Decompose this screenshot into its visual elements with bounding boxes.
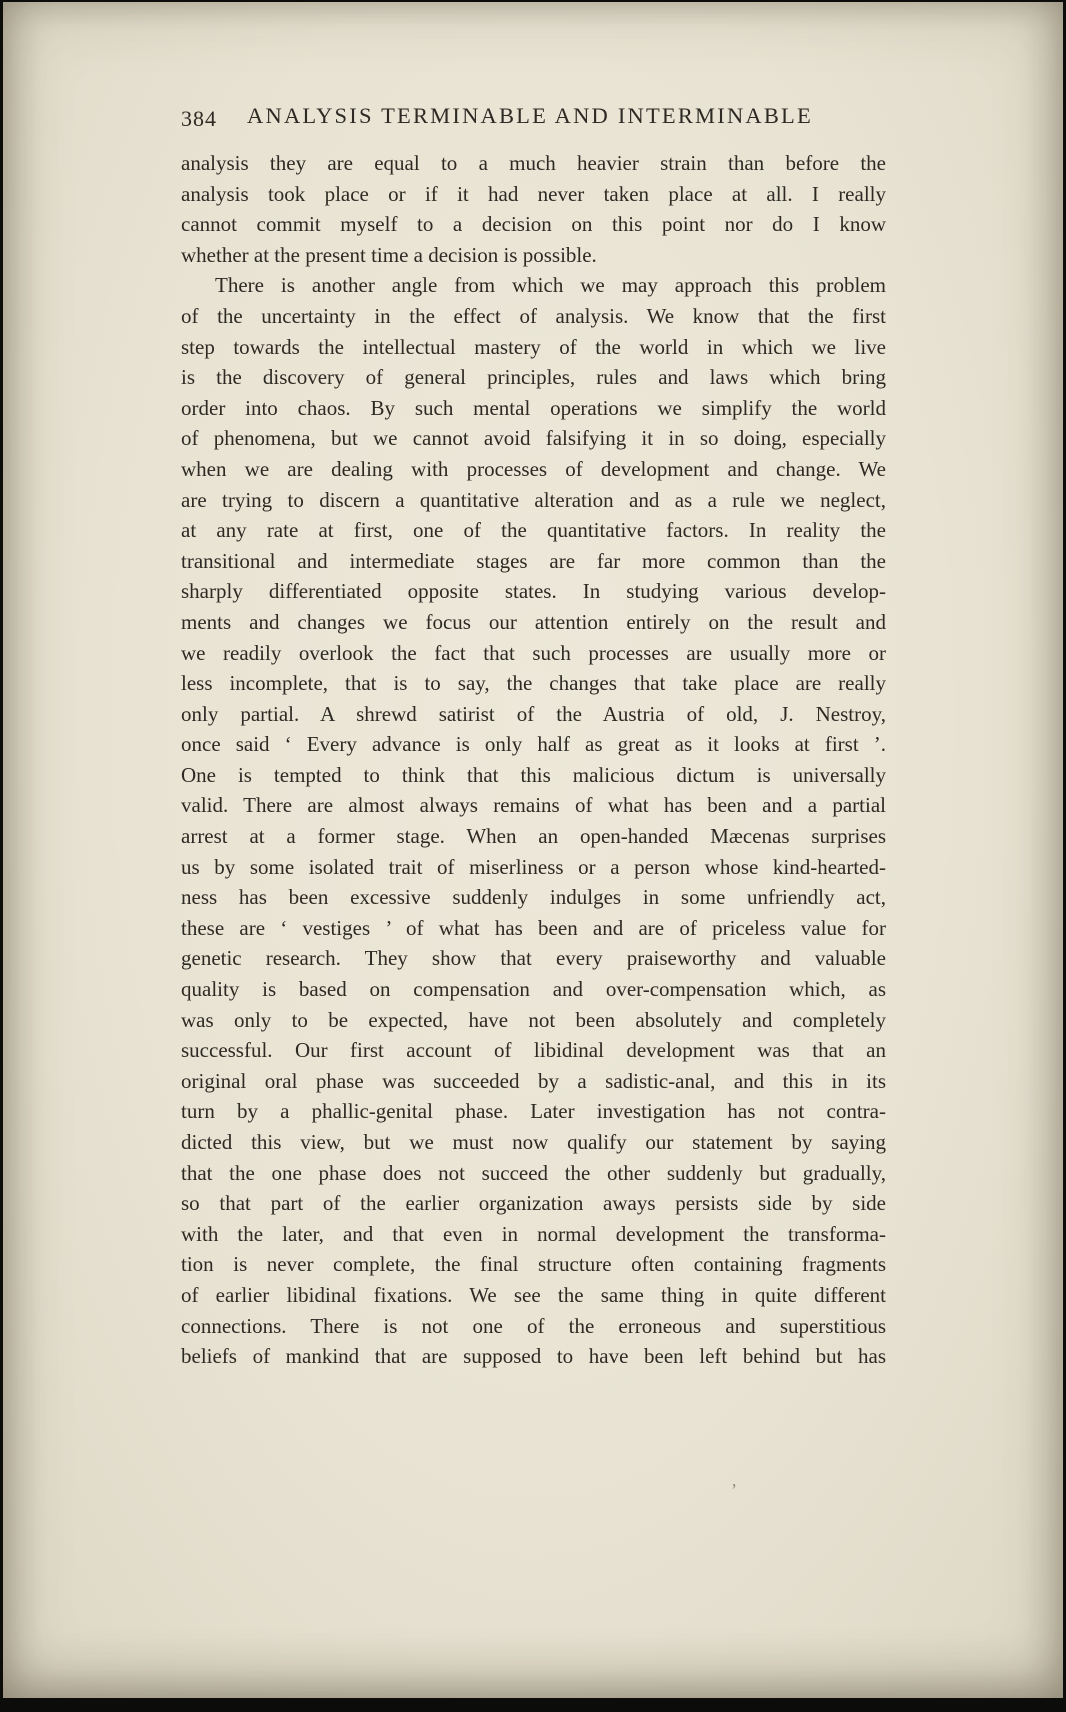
text-line: analysis they are equal to a much heavier strain than before the bbox=[181, 151, 886, 175]
text-line: beliefs of mankind that are supposed to have been left behind but has bbox=[181, 1344, 886, 1369]
book-page bbox=[3, 2, 1063, 1698]
text-line: turn by a phallic-genital phase. Later investigation has not contra- bbox=[181, 1099, 886, 1124]
text-line: original oral phase was succeeded by a sadistic-anal, and this in its bbox=[181, 1068, 886, 1093]
text-line: of phenomena, but we cannot avoid falsifying it in so doing, especially bbox=[181, 426, 886, 451]
text-line: of the uncertainty in the effect of analysis. We know that the first bbox=[181, 303, 886, 328]
text-line: once said ‘ Every advance is only half as great as it looks at first ’. bbox=[181, 732, 886, 757]
text-line: quality is based on compensation and over-compensation which, as bbox=[181, 977, 886, 1002]
paragraph bbox=[181, 270, 886, 1371]
text-line: ness has been excessive suddenly indulges in some unfriendly act, bbox=[181, 885, 886, 910]
paragraph bbox=[181, 148, 886, 270]
text-line: with the later, and that even in normal development the transforma- bbox=[181, 1221, 886, 1246]
text-line: cannot commit myself to a decision on this point nor do I know bbox=[181, 212, 886, 237]
text-line: ments and changes we focus our attention entirely on the result and bbox=[181, 609, 886, 634]
text-line: One is tempted to think that this malicious dictum is universally bbox=[181, 762, 886, 787]
scan-artifact: ’ bbox=[731, 1480, 737, 1500]
text-line: successful. Our first account of libidinal development was that an bbox=[181, 1038, 886, 1063]
text-line: sharply differentiated opposite states. In studying various develop- bbox=[181, 579, 886, 604]
text-line: genetic research. They show that every praiseworthy and valuable bbox=[181, 946, 886, 971]
text-line: There is another angle from which we may approach this problem bbox=[215, 273, 886, 298]
text-line: that the one phase does not succeed the other suddenly but gradually, bbox=[181, 1160, 886, 1185]
text-line: when we are dealing with processes of development and change. We bbox=[181, 456, 886, 481]
text-line: dicted this view, but we must now qualify our statement by saying bbox=[181, 1130, 886, 1154]
text-line: are trying to discern a quantitative alteration and as a rule we neglect, bbox=[181, 487, 886, 512]
text-line: we readily overlook the fact that such processes are usually more or bbox=[181, 640, 886, 665]
text-line: these are ‘ vestiges ’ of what has been and are of priceless value for bbox=[181, 915, 886, 940]
text-line: analysis took place or if it had never taken place at all. I really bbox=[181, 181, 886, 206]
page-header bbox=[181, 103, 879, 135]
running-title: ANALYSIS TERMINABLE AND INTERMINABLE bbox=[247, 103, 813, 128]
text-line: arrest at a former stage. When an open-handed Mæcenas surprises bbox=[181, 824, 886, 849]
text-line: us by some isolated trait of miserliness or a person whose kind-hearted- bbox=[181, 854, 886, 879]
page-body bbox=[181, 148, 886, 1372]
text-line: of earlier libidinal fixations. We see the same thing in quite different bbox=[181, 1282, 886, 1307]
text-line: less incomplete, that is to say, the changes that take place are really bbox=[181, 671, 886, 696]
text-line: at any rate at first, one of the quantitative factors. In reality the bbox=[181, 518, 886, 543]
text-line: was only to be expected, have not been absolutely and completely bbox=[181, 1007, 886, 1032]
text-line: only partial. A shrewd satirist of the Austria of old, J. Nestroy, bbox=[181, 701, 886, 726]
text-line: connections. There is not one of the erroneous and superstitious bbox=[181, 1313, 886, 1338]
text-line: valid. There are almost always remains of what has been and a partial bbox=[181, 793, 886, 818]
text-line: order into chaos. By such mental operations we simplify the world bbox=[181, 395, 886, 420]
text-line: tion is never complete, the final structure often containing fragments bbox=[181, 1252, 886, 1277]
text-line: transitional and intermediate stages are far more common than the bbox=[181, 548, 886, 573]
text-line: step towards the intellectual mastery of the world in which we live bbox=[181, 334, 886, 359]
text-line: is the discovery of general principles, rules and laws which bring bbox=[181, 365, 886, 390]
page-number: 384 bbox=[181, 106, 217, 131]
text-line: whether at the present time a decision is possible. bbox=[181, 242, 597, 267]
text-line: so that part of the earlier organization aways persists side by side bbox=[181, 1191, 886, 1216]
